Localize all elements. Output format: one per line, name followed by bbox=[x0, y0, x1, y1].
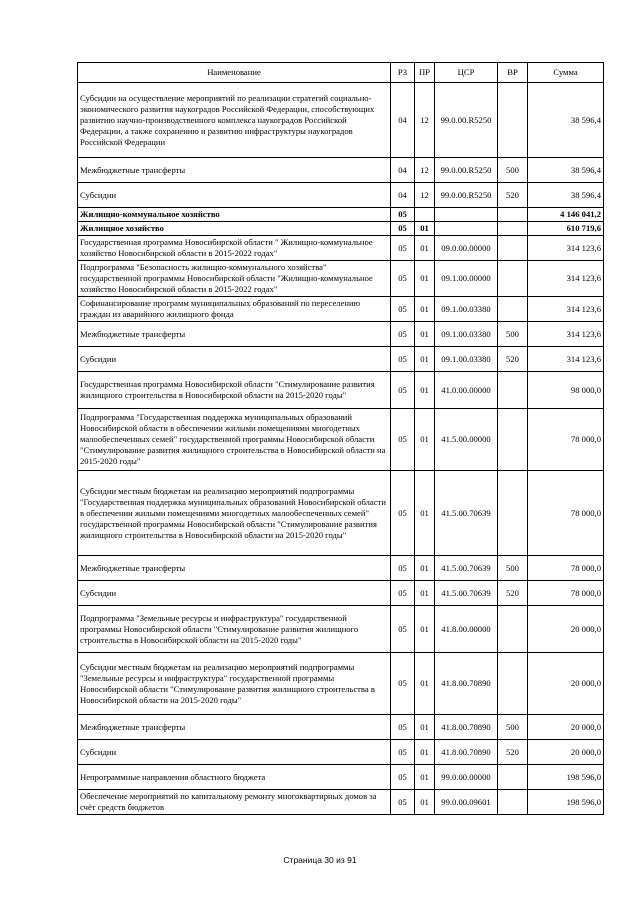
row-sum-cell: 38 596,4 bbox=[528, 158, 604, 183]
table-row bbox=[78, 581, 604, 606]
row-vr-cell: 520 bbox=[498, 183, 528, 208]
row-pr-cell: 01 bbox=[415, 372, 435, 409]
row-vr-cell bbox=[498, 222, 528, 236]
row-csr-cell: 99.0.00.R5250 bbox=[435, 183, 498, 208]
row-name-cell: Софинансирование программ муниципальных образований по переселению граждан из аварийного жилищного фонда bbox=[78, 297, 391, 322]
row-csr-cell: 41.8.00.00000 bbox=[435, 606, 498, 653]
row-sum-cell: 314 123,6 bbox=[528, 261, 604, 297]
table-row bbox=[78, 183, 604, 208]
row-pr-cell: 01 bbox=[415, 297, 435, 322]
row-csr-cell: 09.0.00.00000 bbox=[435, 236, 498, 261]
table-row bbox=[78, 261, 604, 297]
row-pr-cell: 01 bbox=[415, 765, 435, 790]
row-name-cell: Подпрограмма "Безопасность жилищно-коммунального хозяйства" государственной программы Новосибирской области "Жилищно-коммунальное хозяйство Новосибирской области в 2015-2022 годах" bbox=[78, 261, 391, 297]
row-name-cell: Жилищно-коммунальное хозяйство bbox=[78, 208, 391, 222]
table-row bbox=[78, 556, 604, 581]
row-csr-cell: 09.1.00.00000 bbox=[435, 261, 498, 297]
row-csr-cell: 41.5.00.00000 bbox=[435, 409, 498, 471]
row-vr-cell bbox=[498, 83, 528, 158]
row-sum-cell: 38 596,4 bbox=[528, 183, 604, 208]
row-name-cell: Субсидии bbox=[78, 740, 391, 765]
table-row bbox=[78, 222, 604, 236]
row-sum-cell: 20 000,0 bbox=[528, 740, 604, 765]
row-sum-cell: 198 596,0 bbox=[528, 765, 604, 790]
header-sum: Сумма bbox=[528, 63, 604, 83]
row-rz-cell: 05 bbox=[391, 236, 415, 261]
row-sum-cell: 78 000,0 bbox=[528, 409, 604, 471]
table-row bbox=[78, 790, 604, 815]
row-vr-cell bbox=[498, 790, 528, 815]
row-pr-cell: 01 bbox=[415, 556, 435, 581]
row-vr-cell bbox=[498, 372, 528, 409]
row-csr-cell: 09.1.00.03380 bbox=[435, 297, 498, 322]
row-rz-cell: 05 bbox=[391, 606, 415, 653]
row-sum-cell: 98 000,0 bbox=[528, 372, 604, 409]
row-pr-cell: 01 bbox=[415, 653, 435, 715]
row-vr-cell bbox=[498, 606, 528, 653]
row-csr-cell: 99.0.00.R5250 bbox=[435, 158, 498, 183]
row-pr-cell: 12 bbox=[415, 83, 435, 158]
row-vr-cell bbox=[498, 653, 528, 715]
row-vr-cell bbox=[498, 471, 528, 556]
table-row bbox=[78, 740, 604, 765]
row-rz-cell: 05 bbox=[391, 409, 415, 471]
row-name-cell: Субсидии bbox=[78, 183, 391, 208]
row-pr-cell: 01 bbox=[415, 347, 435, 372]
row-pr-cell: 01 bbox=[415, 222, 435, 236]
row-rz-cell: 04 bbox=[391, 158, 415, 183]
table-row bbox=[78, 409, 604, 471]
row-pr-cell: 12 bbox=[415, 183, 435, 208]
row-name-cell: Межбюджетные трансферты bbox=[78, 158, 391, 183]
row-csr-cell: 99.0.00.09601 bbox=[435, 790, 498, 815]
row-csr-cell: 41.8.00.70890 bbox=[435, 740, 498, 765]
header-rz: РЗ bbox=[391, 63, 415, 83]
row-vr-cell: 500 bbox=[498, 158, 528, 183]
row-csr-cell: 41.8.00.70890 bbox=[435, 715, 498, 740]
row-csr-cell: 41.0.00.00000 bbox=[435, 372, 498, 409]
row-sum-cell: 20 000,0 bbox=[528, 653, 604, 715]
row-csr-cell bbox=[435, 222, 498, 236]
row-sum-cell: 78 000,0 bbox=[528, 556, 604, 581]
row-sum-cell: 314 123,6 bbox=[528, 297, 604, 322]
row-rz-cell: 05 bbox=[391, 765, 415, 790]
row-csr-cell: 09.1.00.03380 bbox=[435, 322, 498, 347]
row-csr-cell: 99.0.00.00000 bbox=[435, 765, 498, 790]
row-rz-cell: 04 bbox=[391, 83, 415, 158]
row-pr-cell: 01 bbox=[415, 740, 435, 765]
row-name-cell: Субсидии bbox=[78, 347, 391, 372]
row-rz-cell: 05 bbox=[391, 261, 415, 297]
row-sum-cell: 78 000,0 bbox=[528, 581, 604, 606]
row-name-cell: Жилищное хозяйство bbox=[78, 222, 391, 236]
table-row bbox=[78, 83, 604, 158]
table-header-row bbox=[78, 63, 604, 83]
table-row bbox=[78, 297, 604, 322]
row-csr-cell: 09.1.00.03380 bbox=[435, 347, 498, 372]
row-vr-cell: 500 bbox=[498, 322, 528, 347]
row-pr-cell: 01 bbox=[415, 236, 435, 261]
row-vr-cell: 520 bbox=[498, 740, 528, 765]
header-csr: ЦСР bbox=[435, 63, 498, 83]
row-rz-cell: 05 bbox=[391, 347, 415, 372]
row-vr-cell bbox=[498, 236, 528, 261]
row-vr-cell bbox=[498, 409, 528, 471]
row-pr-cell: 01 bbox=[415, 581, 435, 606]
row-pr-cell: 01 bbox=[415, 409, 435, 471]
row-name-cell: Субсидии местным бюджетам на реализацию мероприятий подпрограммы "Государственная поддержка муниципальных образований Новосибирской области в обеспечении жилыми помещениями многодетных малообеспеченных семей" государственной программы Новосибирской области "Стимулирование развития жилищного строительства в Новосибирской области на 2015-2020 годы" bbox=[78, 471, 391, 556]
row-pr-cell bbox=[415, 208, 435, 222]
row-rz-cell: 05 bbox=[391, 740, 415, 765]
row-name-cell: Обеспечение мероприятий по капитальному ремонту многоквартирных домов за счёт средств бюджетов bbox=[78, 790, 391, 815]
row-name-cell: Подпрограмма "Государственная поддержка муниципальных образований Новосибирской области в обеспечении жилыми помещениями многодетных малообеспеченных семей" государственной программы Новосибирской области "Стимулирование развития жилищного строительства в Новосибирской области на 2015-2020 годы" bbox=[78, 409, 391, 471]
table-row bbox=[78, 715, 604, 740]
row-pr-cell: 12 bbox=[415, 158, 435, 183]
row-rz-cell: 05 bbox=[391, 471, 415, 556]
row-vr-cell: 500 bbox=[498, 556, 528, 581]
row-name-cell: Межбюджетные трансферты bbox=[78, 556, 391, 581]
row-name-cell: Непрограммные направления областного бюджета bbox=[78, 765, 391, 790]
row-name-cell: Межбюджетные трансферты bbox=[78, 322, 391, 347]
row-name-cell: Межбюджетные трансферты bbox=[78, 715, 391, 740]
table-row bbox=[78, 765, 604, 790]
row-rz-cell: 05 bbox=[391, 322, 415, 347]
row-rz-cell: 05 bbox=[391, 790, 415, 815]
row-name-cell: Субсидии на осуществление мероприятий по реализации стратегий социально-экономического развития наукоградов Российской Федерации, способствующих развитию научно-производственного комплекса наукоградов Российской Федерации, а также сохранению и развитию инфраструктуры наукоградов Российской Федерации bbox=[78, 83, 391, 158]
row-sum-cell: 314 123,6 bbox=[528, 322, 604, 347]
table-row bbox=[78, 471, 604, 556]
row-pr-cell: 01 bbox=[415, 261, 435, 297]
row-name-cell: Подпрограмма "Земельные ресурсы и инфраструктура" государственной программы Новосибирской области "Стимулирование развития жилищного строительства в Новосибирской области на 2015-2020 годы" bbox=[78, 606, 391, 653]
row-csr-cell bbox=[435, 208, 498, 222]
row-vr-cell: 500 bbox=[498, 715, 528, 740]
table-row bbox=[78, 158, 604, 183]
row-vr-cell bbox=[498, 765, 528, 790]
row-csr-cell: 41.5.00.70639 bbox=[435, 471, 498, 556]
row-rz-cell: 05 bbox=[391, 581, 415, 606]
row-rz-cell: 05 bbox=[391, 372, 415, 409]
header-name: Наименование bbox=[78, 63, 391, 83]
row-sum-cell: 78 000,0 bbox=[528, 471, 604, 556]
row-sum-cell: 314 123,6 bbox=[528, 347, 604, 372]
row-vr-cell bbox=[498, 261, 528, 297]
row-pr-cell: 01 bbox=[415, 322, 435, 347]
row-name-cell: Субсидии bbox=[78, 581, 391, 606]
row-vr-cell bbox=[498, 208, 528, 222]
table-row bbox=[78, 606, 604, 653]
row-rz-cell: 05 bbox=[391, 222, 415, 236]
row-rz-cell: 05 bbox=[391, 653, 415, 715]
table-row bbox=[78, 236, 604, 261]
row-pr-cell: 01 bbox=[415, 471, 435, 556]
row-rz-cell: 05 bbox=[391, 297, 415, 322]
row-sum-cell: 314 123,6 bbox=[528, 236, 604, 261]
row-vr-cell bbox=[498, 297, 528, 322]
row-rz-cell: 04 bbox=[391, 183, 415, 208]
row-csr-cell: 41.8.00.70890 bbox=[435, 653, 498, 715]
row-sum-cell: 4 146 041,2 bbox=[528, 208, 604, 222]
row-name-cell: Государственная программа Новосибирской области "Стимулирование развития жилищного строительства в Новосибирской области на 2015-2020 годы" bbox=[78, 372, 391, 409]
table-row bbox=[78, 372, 604, 409]
header-vr: ВР bbox=[498, 63, 528, 83]
row-vr-cell: 520 bbox=[498, 347, 528, 372]
row-sum-cell: 38 596,4 bbox=[528, 83, 604, 158]
page-number: Страница 30 из 91 bbox=[283, 855, 357, 865]
row-pr-cell: 01 bbox=[415, 715, 435, 740]
header-pr: ПР bbox=[415, 63, 435, 83]
row-csr-cell: 99.0.00.R5250 bbox=[435, 83, 498, 158]
table-body bbox=[78, 83, 604, 815]
row-rz-cell: 05 bbox=[391, 715, 415, 740]
row-csr-cell: 41.5.00.70639 bbox=[435, 581, 498, 606]
row-csr-cell: 41.5.00.70639 bbox=[435, 556, 498, 581]
row-name-cell: Государственная программа Новосибирской области " Жилищно-коммунальное хозяйство Новосибирской области в 2015-2022 годах" bbox=[78, 236, 391, 261]
row-pr-cell: 01 bbox=[415, 606, 435, 653]
row-pr-cell: 01 bbox=[415, 790, 435, 815]
table-row bbox=[78, 322, 604, 347]
row-rz-cell: 05 bbox=[391, 208, 415, 222]
row-vr-cell: 520 bbox=[498, 581, 528, 606]
budget-table bbox=[77, 62, 604, 815]
row-name-cell: Субсидии местным бюджетам на реализацию мероприятий подпрограммы "Земельные ресурсы и инфраструктура" государственной программы Новосибирской области "Стимулирование развития жилищного строительства в Новосибирской области на 2015-2020 годы" bbox=[78, 653, 391, 715]
row-sum-cell: 198 596,0 bbox=[528, 790, 604, 815]
row-rz-cell: 05 bbox=[391, 556, 415, 581]
table-row bbox=[78, 347, 604, 372]
row-sum-cell: 20 000,0 bbox=[528, 606, 604, 653]
row-sum-cell: 610 719,6 bbox=[528, 222, 604, 236]
table-row bbox=[78, 653, 604, 715]
table-row bbox=[78, 208, 604, 222]
row-sum-cell: 20 000,0 bbox=[528, 715, 604, 740]
